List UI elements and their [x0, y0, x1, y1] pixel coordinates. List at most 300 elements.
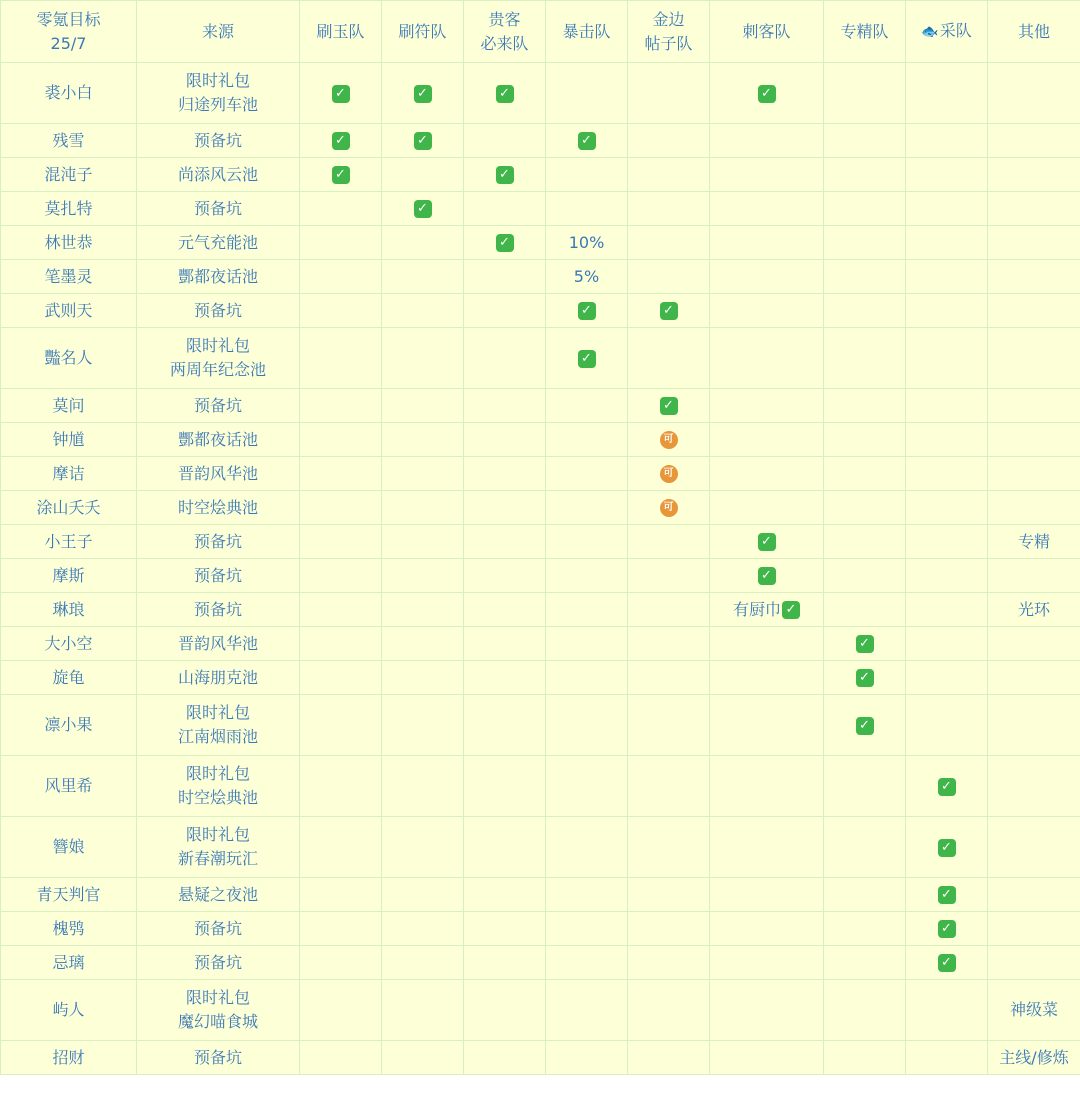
table-row	[1, 226, 1080, 260]
cell-c5	[628, 260, 710, 294]
cell-c5	[628, 980, 710, 1041]
column-header-label: 专精队	[840, 21, 889, 41]
cell-c5	[628, 124, 710, 158]
cell-text: 5%	[573, 266, 600, 286]
cell-text: 旋龟	[52, 667, 85, 687]
cell-c2	[382, 124, 464, 158]
cell-c2	[382, 593, 464, 627]
table-row	[1, 457, 1080, 491]
cell-c6	[710, 457, 824, 491]
cell-c2	[382, 491, 464, 525]
cell-source	[137, 661, 300, 695]
cell-c7	[824, 817, 906, 878]
cell-source	[137, 878, 300, 912]
column-header-label: 金边 帖子队	[644, 9, 693, 53]
cell-c6	[710, 817, 824, 878]
check-icon: ✓	[414, 132, 432, 150]
cell-source	[137, 1041, 300, 1075]
cell-c4	[546, 878, 628, 912]
cell-c8	[906, 63, 988, 124]
cell-text: 限时礼包 江南烟雨池	[177, 703, 258, 746]
cell-text: 神级菜	[1009, 1000, 1058, 1019]
cell-c1	[300, 627, 382, 661]
cell-c1	[300, 878, 382, 912]
column-header-label: 零氪目标 25/7	[36, 9, 101, 53]
check-icon: ✓	[938, 954, 956, 972]
cell-c3	[464, 158, 546, 192]
cell-text: 簪娘	[52, 837, 85, 856]
column-header-c4	[546, 1, 628, 63]
check-icon: ✓	[496, 166, 514, 184]
cell-c5	[628, 63, 710, 124]
cell-c8	[906, 389, 988, 423]
cell-c3	[464, 124, 546, 158]
column-header-label: 贵客 必来队	[480, 9, 529, 53]
cell-text: 专精	[1017, 531, 1050, 551]
cell-c3	[464, 756, 546, 817]
table-row	[1, 328, 1080, 389]
cell-c8	[906, 559, 988, 593]
cell-c3	[464, 1041, 546, 1075]
cell-text: 限时礼包 时空烩典池	[177, 764, 258, 807]
cell-c9	[988, 980, 1080, 1041]
cell-c9	[988, 525, 1080, 559]
cell-c2	[382, 661, 464, 695]
cell-c6	[710, 192, 824, 226]
cell-name	[1, 525, 137, 559]
cell-c1	[300, 661, 382, 695]
cell-name	[1, 63, 137, 124]
cell-c5	[628, 559, 710, 593]
cell-c8	[906, 192, 988, 226]
cell-c9	[988, 124, 1080, 158]
cell-c1	[300, 912, 382, 946]
table-row	[1, 124, 1080, 158]
table-row	[1, 878, 1080, 912]
cell-c9	[988, 1041, 1080, 1075]
cell-c9	[988, 328, 1080, 389]
column-header-c1	[300, 1, 382, 63]
table-row	[1, 158, 1080, 192]
table-row	[1, 1041, 1080, 1075]
cell-source	[137, 912, 300, 946]
cell-name	[1, 1041, 137, 1075]
check-icon: ✓	[332, 132, 350, 150]
cell-c1	[300, 695, 382, 756]
cell-c5	[628, 457, 710, 491]
cell-c9	[988, 63, 1080, 124]
cell-text: 莫扎特	[44, 198, 93, 218]
cell-c1	[300, 756, 382, 817]
fish-icon: 🐟	[921, 24, 939, 40]
cell-c2	[382, 389, 464, 423]
cell-c9	[988, 457, 1080, 491]
cell-c1	[300, 1041, 382, 1075]
cell-c7	[824, 158, 906, 192]
cell-c2	[382, 328, 464, 389]
column-header-c5	[628, 1, 710, 63]
table-row	[1, 627, 1080, 661]
cell-c4	[546, 192, 628, 226]
cell-c5	[628, 158, 710, 192]
cell-text: 预备坑	[193, 531, 242, 551]
cell-c3	[464, 389, 546, 423]
cell-name	[1, 661, 137, 695]
cell-c9	[988, 817, 1080, 878]
cell-c5	[628, 695, 710, 756]
cell-name	[1, 158, 137, 192]
cell-c4	[546, 389, 628, 423]
cell-text: 忌璃	[52, 952, 85, 972]
cell-c9	[988, 756, 1080, 817]
check-icon: ✓	[938, 839, 956, 857]
cell-c6	[710, 912, 824, 946]
cell-source	[137, 457, 300, 491]
check-icon: ✓	[660, 302, 678, 320]
cell-c1	[300, 226, 382, 260]
cell-c9	[988, 491, 1080, 525]
column-header-label: 刷符队	[398, 21, 447, 41]
cell-c9	[988, 695, 1080, 756]
cell-c7	[824, 294, 906, 328]
cell-text: 残雪	[52, 130, 85, 150]
header-row	[1, 1, 1080, 63]
check-icon: ✓	[496, 85, 514, 103]
cell-c9	[988, 294, 1080, 328]
cell-c1	[300, 559, 382, 593]
cell-c9	[988, 226, 1080, 260]
cell-c3	[464, 946, 546, 980]
column-header-c2	[382, 1, 464, 63]
cell-text: 10%	[568, 232, 605, 252]
cell-text: 晋韵风华池	[177, 463, 258, 483]
table-row	[1, 593, 1080, 627]
cell-c7	[824, 593, 906, 627]
cell-c1	[300, 491, 382, 525]
check-icon: ✓	[578, 302, 596, 320]
cell-source	[137, 226, 300, 260]
cell-c9	[988, 192, 1080, 226]
cell-text: 笔墨灵	[44, 266, 93, 286]
column-header-label: 其他	[1017, 21, 1050, 41]
cell-text: 限时礼包 归途列车池	[177, 71, 258, 114]
cell-c7	[824, 1041, 906, 1075]
cell-c9	[988, 661, 1080, 695]
cell-c7	[824, 878, 906, 912]
table-row	[1, 491, 1080, 525]
cell-c7	[824, 389, 906, 423]
cell-c3	[464, 491, 546, 525]
cell-c5	[628, 878, 710, 912]
column-header-label: 刷玉队	[316, 21, 365, 41]
cell-name	[1, 423, 137, 457]
cell-c2	[382, 980, 464, 1041]
cell-text: 预备坑	[193, 300, 242, 320]
cell-source	[137, 946, 300, 980]
cell-c1	[300, 124, 382, 158]
cell-c5	[628, 756, 710, 817]
cell-source	[137, 192, 300, 226]
cell-c8	[906, 980, 988, 1041]
cell-source	[137, 756, 300, 817]
cell-name	[1, 328, 137, 389]
table-row	[1, 192, 1080, 226]
cell-text: 主线/修炼	[999, 1047, 1069, 1067]
cell-c7	[824, 328, 906, 389]
cell-text: 预备坑	[193, 599, 242, 619]
cell-c4	[546, 817, 628, 878]
cell-c9	[988, 627, 1080, 661]
cell-c2	[382, 946, 464, 980]
cell-c1	[300, 158, 382, 192]
cell-c7	[824, 627, 906, 661]
cell-c2	[382, 192, 464, 226]
cell-text: 酆都夜话池	[177, 429, 258, 449]
cell-source	[137, 124, 300, 158]
cell-text: 槐鸮	[52, 918, 85, 938]
cell-c3	[464, 912, 546, 946]
check-icon: ✓	[496, 234, 514, 252]
cell-source	[137, 695, 300, 756]
cell-source	[137, 980, 300, 1041]
cell-text: 预备坑	[193, 395, 242, 415]
cell-c5	[628, 423, 710, 457]
check-icon: ✓	[782, 601, 800, 619]
cell-c4	[546, 559, 628, 593]
cell-c8	[906, 124, 988, 158]
cell-c1	[300, 593, 382, 627]
cell-c6	[710, 525, 824, 559]
cell-c6	[710, 1041, 824, 1075]
cell-c6	[710, 158, 824, 192]
cell-c4	[546, 756, 628, 817]
table-row	[1, 946, 1080, 980]
cell-c2	[382, 158, 464, 192]
ke-badge-icon: 可	[660, 465, 678, 483]
cell-c3	[464, 260, 546, 294]
cell-c5	[628, 192, 710, 226]
cell-name	[1, 756, 137, 817]
table-row	[1, 695, 1080, 756]
cell-source	[137, 525, 300, 559]
cell-c2	[382, 226, 464, 260]
check-icon: ✓	[856, 635, 874, 653]
cell-name	[1, 226, 137, 260]
cell-c6	[710, 423, 824, 457]
cell-c2	[382, 817, 464, 878]
cell-text: 预备坑	[193, 952, 242, 972]
cell-c9	[988, 593, 1080, 627]
cell-c6	[710, 260, 824, 294]
cell-c3	[464, 294, 546, 328]
cell-c7	[824, 457, 906, 491]
column-header-label: 来源	[201, 21, 234, 41]
check-icon: ✓	[938, 886, 956, 904]
cell-c7	[824, 756, 906, 817]
cell-source	[137, 491, 300, 525]
cell-c4	[546, 593, 628, 627]
cell-c6	[710, 627, 824, 661]
cell-c1	[300, 294, 382, 328]
column-header-c8	[906, 1, 988, 63]
cell-c7	[824, 661, 906, 695]
cell-source	[137, 559, 300, 593]
cell-text: 预备坑	[193, 130, 242, 150]
cell-text: 凛小果	[44, 715, 93, 734]
cell-c7	[824, 525, 906, 559]
cell-c5	[628, 294, 710, 328]
cell-text: 限时礼包 两周年纪念池	[169, 336, 266, 379]
cell-c3	[464, 328, 546, 389]
cell-c9	[988, 389, 1080, 423]
cell-c6	[710, 294, 824, 328]
cell-text: 光环	[1017, 599, 1050, 619]
cell-c5	[628, 661, 710, 695]
cell-c4	[546, 946, 628, 980]
cell-c4	[546, 226, 628, 260]
cell-text: 豓名人	[44, 348, 93, 367]
cell-c7	[824, 695, 906, 756]
cell-c4	[546, 158, 628, 192]
cell-c1	[300, 328, 382, 389]
cell-c5	[628, 946, 710, 980]
cell-text: 元气充能池	[177, 232, 258, 252]
cell-c3	[464, 226, 546, 260]
cell-c3	[464, 980, 546, 1041]
cell-name	[1, 946, 137, 980]
check-icon: ✓	[332, 166, 350, 184]
cell-c1	[300, 63, 382, 124]
cell-c8	[906, 756, 988, 817]
cell-c8	[906, 912, 988, 946]
cell-source	[137, 158, 300, 192]
cell-c8	[906, 878, 988, 912]
cell-c2	[382, 63, 464, 124]
cell-c4	[546, 124, 628, 158]
cell-c3	[464, 559, 546, 593]
cell-c8	[906, 260, 988, 294]
cell-name	[1, 491, 137, 525]
column-header-c6	[710, 1, 824, 63]
cell-c8	[906, 695, 988, 756]
cell-text: 莫问	[52, 395, 85, 415]
table-row	[1, 817, 1080, 878]
cell-text: 招财	[52, 1047, 85, 1067]
table-row	[1, 389, 1080, 423]
cell-text: 青天判官	[36, 884, 101, 904]
cell-name	[1, 559, 137, 593]
cell-c6	[710, 328, 824, 389]
column-header-source	[137, 1, 300, 63]
cell-c8	[906, 158, 988, 192]
cell-c5	[628, 593, 710, 627]
table-row	[1, 294, 1080, 328]
check-icon: ✓	[856, 669, 874, 687]
cell-text: 预备坑	[193, 918, 242, 938]
cell-c2	[382, 294, 464, 328]
cell-text: 裘小白	[44, 83, 93, 102]
cell-source	[137, 63, 300, 124]
cell-c1	[300, 457, 382, 491]
cell-c2	[382, 756, 464, 817]
check-icon: ✓	[578, 132, 596, 150]
cell-c1	[300, 423, 382, 457]
cell-c8	[906, 593, 988, 627]
cell-c4	[546, 627, 628, 661]
column-header-label: 采队	[939, 21, 972, 40]
table-row	[1, 63, 1080, 124]
cell-c7	[824, 559, 906, 593]
cell-c6	[710, 946, 824, 980]
cell-c3	[464, 627, 546, 661]
cell-c5	[628, 817, 710, 878]
cell-c8	[906, 525, 988, 559]
cell-c8	[906, 627, 988, 661]
column-header-label: 刺客队	[742, 21, 791, 41]
cell-c5	[628, 1041, 710, 1075]
cell-c4	[546, 525, 628, 559]
cell-c6	[710, 593, 824, 627]
check-icon: ✓	[414, 200, 432, 218]
cell-name	[1, 593, 137, 627]
cell-c4	[546, 912, 628, 946]
cell-source	[137, 260, 300, 294]
cell-c5	[628, 328, 710, 389]
cell-text: 山海朋克池	[177, 667, 258, 687]
table-header	[1, 1, 1080, 63]
cell-text: 限时礼包 新春潮玩汇	[177, 825, 258, 868]
cell-text: 林世恭	[44, 232, 93, 252]
column-header-c7	[824, 1, 906, 63]
cell-c6	[710, 491, 824, 525]
cell-c7	[824, 192, 906, 226]
cell-c1	[300, 980, 382, 1041]
cell-source	[137, 817, 300, 878]
cell-c4	[546, 63, 628, 124]
cell-name	[1, 457, 137, 491]
cell-name	[1, 980, 137, 1041]
cell-c2	[382, 878, 464, 912]
cell-c4	[546, 423, 628, 457]
cell-c3	[464, 423, 546, 457]
cell-c2	[382, 912, 464, 946]
cell-c6	[710, 661, 824, 695]
cell-c3	[464, 457, 546, 491]
cell-source	[137, 294, 300, 328]
cell-c1	[300, 192, 382, 226]
check-icon: ✓	[938, 778, 956, 796]
check-icon: ✓	[938, 920, 956, 938]
cell-c3	[464, 878, 546, 912]
cell-c6	[710, 559, 824, 593]
cell-source	[137, 389, 300, 423]
cell-text: 屿人	[52, 1000, 85, 1019]
check-icon: ✓	[332, 85, 350, 103]
cell-text: 混沌子	[44, 164, 93, 184]
table-row	[1, 980, 1080, 1041]
column-header-label: 暴击队	[562, 21, 611, 41]
cell-c6	[710, 226, 824, 260]
cell-c3	[464, 192, 546, 226]
cell-c3	[464, 63, 546, 124]
cell-text: 有厨巾	[732, 599, 781, 619]
cell-text: 酆都夜话池	[177, 266, 258, 286]
cell-c8	[906, 817, 988, 878]
cell-source	[137, 328, 300, 389]
cell-c5	[628, 389, 710, 423]
cell-c2	[382, 559, 464, 593]
cell-c9	[988, 423, 1080, 457]
